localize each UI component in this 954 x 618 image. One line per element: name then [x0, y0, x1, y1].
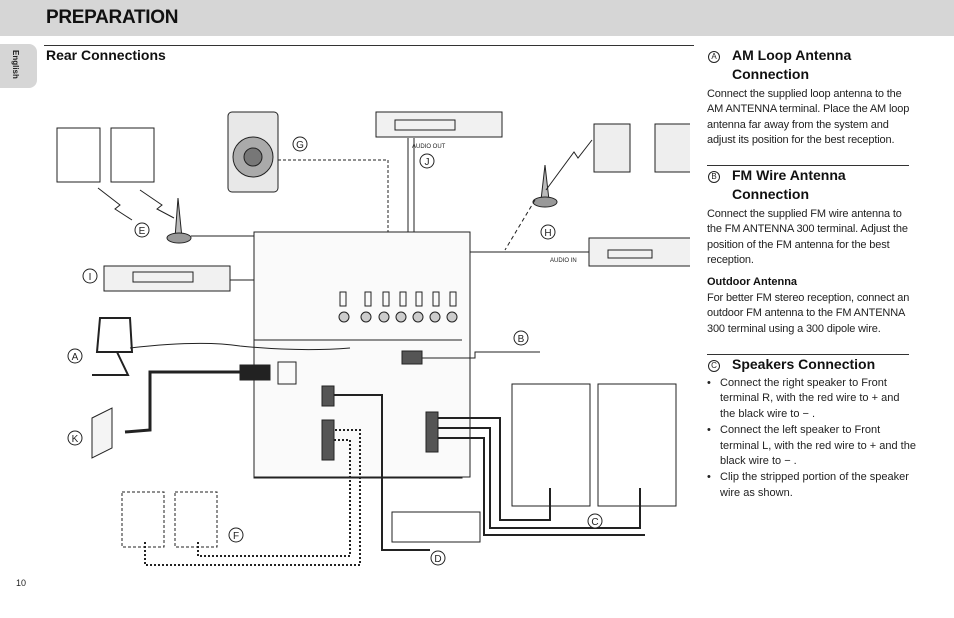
- speakers-letter-icon: C: [708, 360, 720, 372]
- am-title: AM Loop Antenna Connection: [732, 47, 852, 82]
- speaker-step: • Clip the stripped portion of the speaker wire as shown.: [707, 470, 917, 501]
- outdoor-antenna-body: For better FM stereo reception, connect an outdoor FM antenna to the FM ANTENNA 300 terminal using a 300 dipole wire.: [707, 292, 910, 335]
- fm-body: Connect the supplied FM wire antenna to the FM ANTENNA 300 terminal. Adjust the position of the FM antenna for the best reception.: [707, 208, 908, 267]
- audio-in-label: AUDIO IN: [550, 258, 577, 264]
- label-b: B: [517, 334, 525, 345]
- label-h: H: [544, 228, 552, 239]
- fm-title: FM Wire Antenna Connection: [732, 167, 846, 202]
- label-f: F: [232, 531, 240, 542]
- label-e: E: [138, 226, 146, 237]
- speakers-instructions: [707, 376, 917, 502]
- rear-connections-title: Rear Connections: [46, 47, 166, 63]
- audio-out-label: AUDIO OUT: [412, 144, 446, 150]
- language-label: English: [11, 50, 20, 79]
- label-j: J: [424, 157, 430, 168]
- page-title: PREPARATION: [46, 7, 179, 28]
- outdoor-antenna-heading: Outdoor Antenna: [707, 276, 798, 288]
- page-number: 10: [16, 578, 27, 588]
- rear-connections-diagram: [40, 90, 690, 590]
- label-i: I: [88, 272, 92, 283]
- language-tab: [0, 44, 37, 88]
- speaker-step: • Connect the right speaker to Front terminal R, with the red wire to + and the black wire to − .: [707, 376, 917, 422]
- am-letter-icon: A: [708, 51, 720, 63]
- am-body: Connect the supplied loop antenna to the AM ANTENNA terminal. Place the AM loop antenna far away from the system and adjust its position for the best reception.: [707, 88, 910, 147]
- label-g: G: [296, 140, 304, 151]
- fm-letter-icon: B: [708, 171, 720, 183]
- label-a: A: [71, 352, 79, 363]
- label-d: D: [434, 554, 442, 565]
- speakers-title: Speakers Connection: [732, 356, 876, 372]
- label-c: C: [591, 517, 599, 528]
- label-k: K: [71, 434, 79, 445]
- speaker-step: • Connect the left speaker to Front terminal L, with the red wire to + and the black wire to − .: [707, 423, 917, 469]
